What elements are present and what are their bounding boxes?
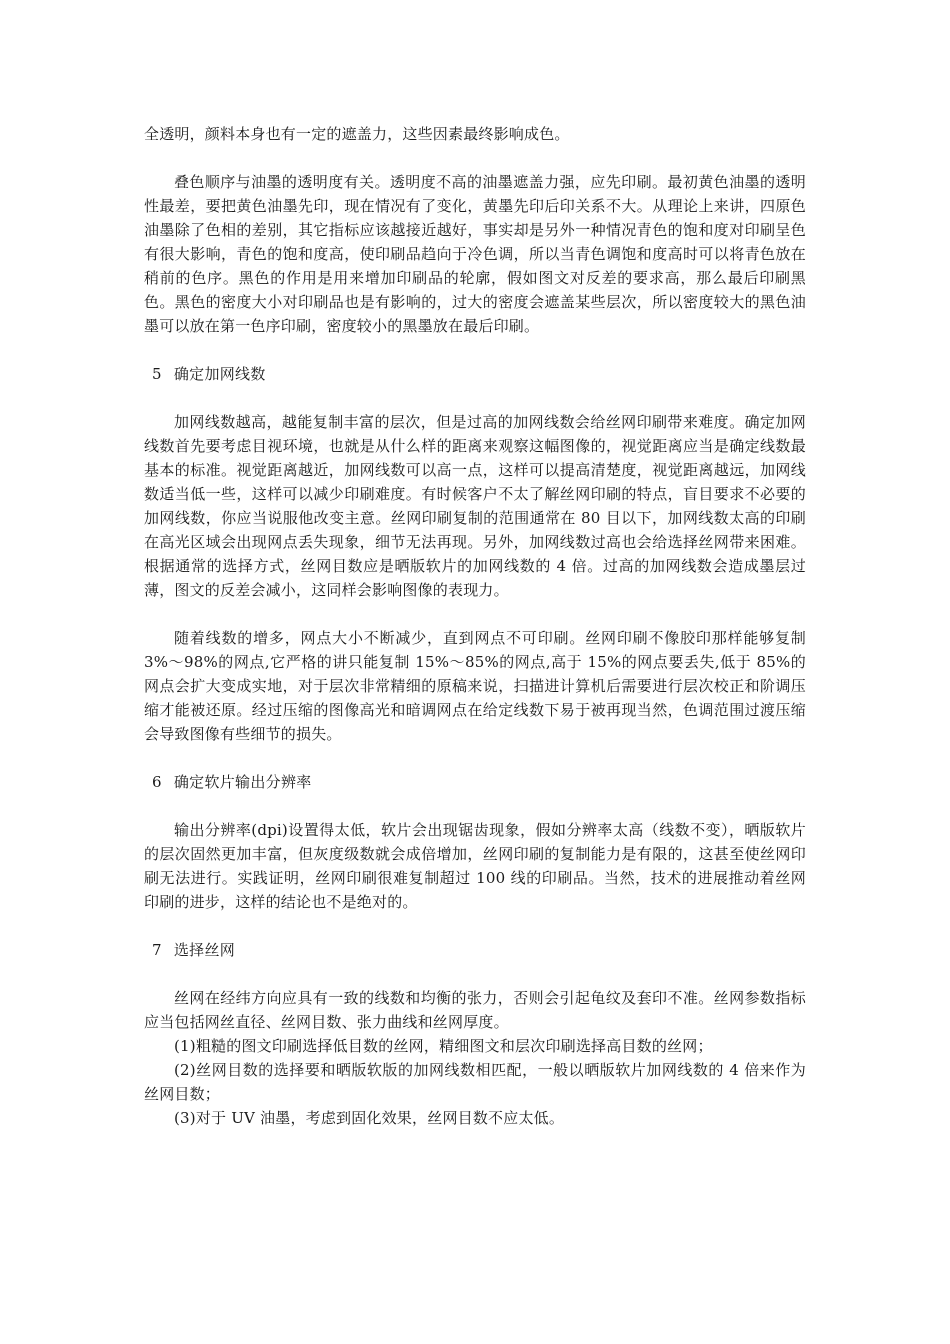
paragraph-spacer [144, 914, 806, 938]
paragraph-spacer [144, 386, 806, 410]
document-page [144, 122, 806, 1130]
section-number: 7 [152, 941, 162, 959]
paragraph-opacity-continued: 全透明，颜料本身也有一定的遮盖力，这些因素最终影响成色。 [144, 125, 570, 143]
section-title: 选择丝网 [173, 941, 236, 959]
paragraph-mesh-selection: 丝网在经纬方向应具有一致的线数和均衡的张力，否则会引起龟纹及套印不准。丝网参数指标应当包括网丝直径、丝网目数、张力曲线和丝网厚度。 [144, 989, 806, 1031]
section-number: 5 [152, 365, 162, 383]
paragraph-spacer [144, 338, 806, 362]
section-heading-6 [144, 770, 806, 794]
section-heading-7 [144, 938, 806, 962]
paragraph-output-resolution: 输出分辨率(dpi)设置得太低，软片会出现锯齿现象，假如分辨率太高（线数不变），晒版软片的层次固然更加丰富，但灰度级数就会成倍增加，丝网印刷的复制能力是有限的，这甚至使丝网印刷无法进行。实践证明，丝网印刷很难复制超过 100 线的印刷品。当然，技术的进展推动着丝网印刷的进步，这样的结论也不是绝对的。 [144, 821, 806, 911]
paragraph-spacer [144, 146, 806, 170]
paragraph-spacer [144, 794, 806, 818]
section-number: 6 [152, 773, 162, 791]
paragraph-spacer [144, 962, 806, 986]
paragraph-spacer [144, 602, 806, 626]
paragraph-color-sequence: 叠色顺序与油墨的透明度有关。透明度不高的油墨遮盖力强，应先印刷。最初黄色油墨的透明性最差，要把黄色油墨先印，现在情况有了变化，黄墨先印后印关系不大。从理论上来讲，四原色油墨除了色相的差别，其它指标应该越接近越好，事实却是另外一种情况青色的饱和度对印刷呈色有很大影响，青色的饱和度高，使印刷品趋向于冷色调，所以当青色调饱和度高时可以将青色放在稍前的色序。黑色的作用是用来增加印刷品的轮廓，假如图文对反差的要求高，那么最后印刷黑色。黑色的密度大小对印刷品也是有影响的，过大的密度会遮盖某些层次，所以密度较大的黑色油墨可以放在第一色序印刷，密度较小的黑墨放在最后印刷。 [144, 173, 806, 335]
list-item: (2)丝网目数的选择要和晒版软版的加网线数相匹配，一般以晒版软片加网线数的 4 倍来作为丝网目数； [144, 1061, 806, 1103]
paragraph-dot-size: 随着线数的增多，网点大小不断减少，直到网点不可印刷。丝网印刷不像胶印那样能够复制 3%～98%的网点,它严格的讲只能复制 15%～85%的网点,高于 15%的网点要丢失,低于 85%的网点会扩大变成实地，对于层次非常精细的原稿来说，扫描进计算机后需要进行层次校正和阶调压缩才能被还原。经过压缩的图像高光和暗调网点在给定线数下易于被再现当然，色调范围过渡压缩会导致图像有些细节的损失。 [144, 629, 806, 743]
list-item: (1)粗糙的图文印刷选择低目数的丝网，精细图文和层次印刷选择高目数的丝网； [174, 1037, 713, 1055]
section-title: 确定加网线数 [173, 365, 266, 383]
section-title: 确定软片输出分辨率 [173, 773, 312, 791]
section-heading-5 [144, 362, 806, 386]
paragraph-screen-ruling: 加网线数越高，越能复制丰富的层次，但是过高的加网线数会给丝网印刷带来难度。确定加网线数首先要考虑目视环境，也就是从什么样的距离来观察这幅图像的，视觉距离应当是确定线数最基本的标准。视觉距离越近，加网线数可以高一点，这样可以提高清楚度，视觉距离越远，加网线数适当低一些，这样可以减少印刷难度。有时候客户不太了解丝网印刷的特点，盲目要求不必要的加网线数，你应当说服他改变主意。丝网印刷复制的范围通常在 80 目以下，加网线数太高的印刷在高光区域会出现网点丢失现象，细节无法再现。另外，加网线数过高也会给选择丝网带来困难。根据通常的选择方式，丝网目数应是晒版软片的加网线数的 4 倍。过高的加网线数会造成墨层过薄，图文的反差会减小，这同样会影响图像的表现力。 [144, 413, 806, 599]
list-item: (3)对于 UV 油墨，考虑到固化效果，丝网目数不应太低。 [174, 1109, 565, 1127]
paragraph-spacer [144, 746, 806, 770]
